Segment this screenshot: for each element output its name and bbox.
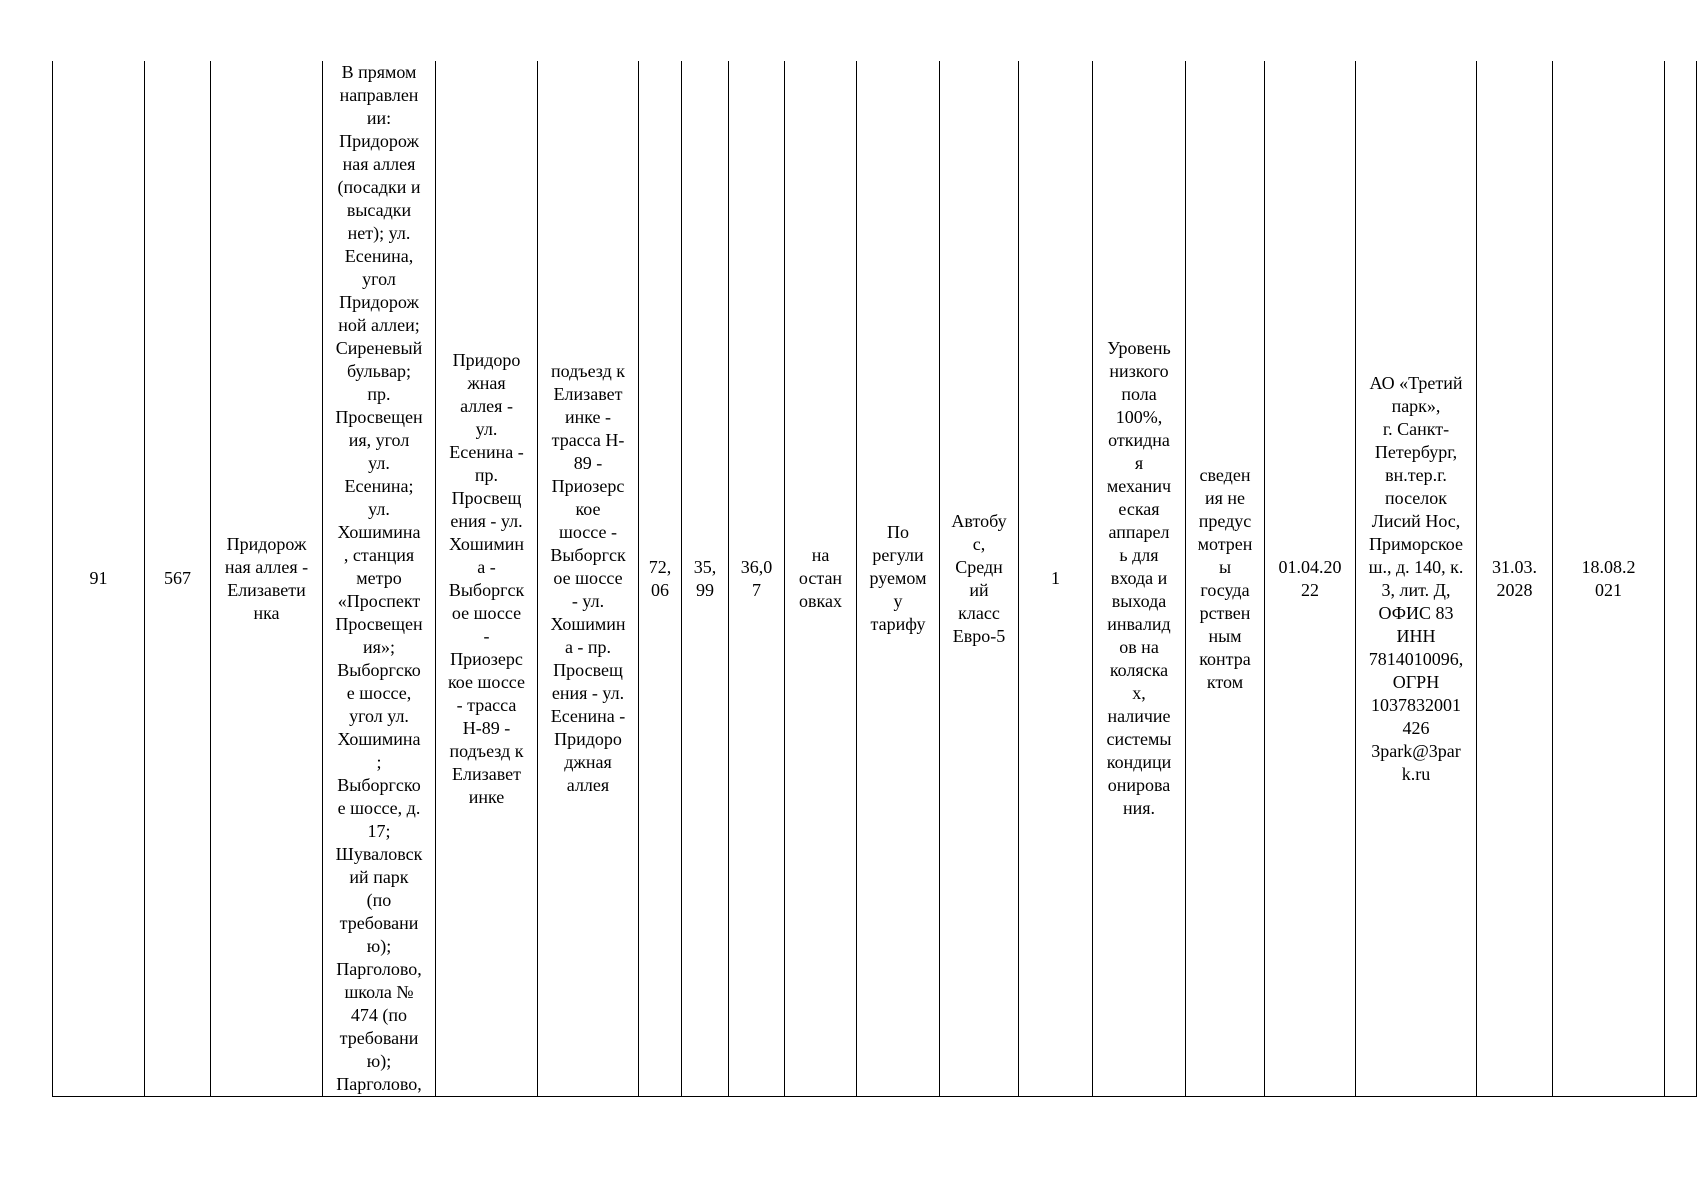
cell-text-line: Придоро [554,729,622,749]
cell-text-line: подъезд к [449,740,524,761]
cell-text-line: (по [366,890,392,910]
cell-text-line: ь для [1119,545,1159,565]
cell-text-line: наличие [1107,706,1171,726]
cell-text-line: 22 [1301,579,1319,600]
cell-text-line: ул. [368,499,390,519]
cell-text-line: еская [1118,499,1160,519]
cell-text-line: рствен [1199,602,1251,623]
cell-text-line: Выборгско [337,775,421,795]
cell-text-line: Просвещен [335,407,423,427]
cell-text-line: пр. [367,384,391,404]
cell-text-line: 3park@3par [1371,740,1461,761]
cell-text-line: предус [1198,510,1252,531]
cell-text-line: ным [1208,625,1242,646]
cell-text-line: класс [958,602,1000,623]
cell-text-line: жная [467,372,506,393]
vehicle-count-cell: 1 [1019,61,1093,1097]
cell-text-line: Приозерс [551,476,625,496]
route-registry-table [52,61,1697,1097]
cell-text-line: школа № [344,982,414,1002]
cell-text-line: ия, угол [348,430,410,450]
route-name-cell [211,61,323,1097]
length-backward-cell [682,61,729,1097]
cell-text-line: Парголово, [336,959,422,979]
cell-text-line: Н-89 - [462,717,511,738]
cell-text-line: Уровень [1107,338,1171,358]
cell-text-line: ов на [1119,637,1159,657]
cell-text-line: 426 [1402,717,1430,738]
length-avg-cell [729,61,785,1097]
cell-text-line: ной аллеи; [338,315,420,335]
cell-text-line: Выборгск [448,579,525,600]
cell-text-line: Просвещен [335,614,423,634]
cell-text-line: а - пр. [564,637,612,657]
cell-text-line: Шуваловск [335,844,423,864]
cell-text-line: ОФИС 83 [1378,602,1454,623]
cell-text-line: Выборгско [337,660,421,680]
cell-text-line: с, [972,533,986,554]
cell-text-line: 89 - [573,453,603,473]
cell-text-line: парк», [1391,395,1441,416]
cell-text-line: нка [253,602,280,623]
cell-text-line: овках [799,591,842,611]
cell-text-line: 01.04.20 [1278,556,1342,577]
cell-text-line: Хошимин [448,533,524,554]
features-cell [1093,61,1186,1097]
cell-text-line: ОГРН [1392,671,1440,692]
cell-text-line: ш., д. 140, к. [1368,556,1464,577]
cell-text-line: коляска [1109,660,1169,680]
cell-text-line: ю); [366,1051,392,1071]
cell-text-line: (посадки и [337,177,421,197]
cell-text-line: е шоссе, д. [337,798,421,818]
cell-text-line: Приморское [1368,533,1464,554]
cell-text-line: бульвар; [346,361,412,381]
cell-text-line: 2028 [1496,579,1533,600]
cell-text-line: на [811,545,830,565]
route-number-cell: 567 [145,61,211,1097]
cell-text-line: Есенина - [550,706,626,726]
cell-text-line: 1037832001 [1371,694,1461,715]
cell-text-line: нет); ул. [347,223,411,243]
cell-text-line: шоссе - [559,522,617,542]
cell-text-line: АО «Третий [1369,372,1463,393]
vehicle-cell [940,61,1019,1097]
cell-text-line: Придоро [452,349,521,370]
cell-text-line: Лисий Нос, [1371,510,1461,531]
cell-text-line: кое [575,499,601,519]
cell-text-line: 7 [752,579,761,600]
start-date-cell [1265,61,1356,1097]
cell-text-line: механич [1106,476,1172,496]
cell-text-line: Евро-5 [952,625,1006,646]
cell-text-line: кондици [1106,752,1172,772]
cell-text-line: - ул. [571,591,605,611]
cell-text-line: выхода [1111,591,1167,611]
cell-text-line: ИНН [1396,625,1436,646]
cell-text-line: ий парк [349,867,409,887]
cell-text-line: аллея [566,775,610,795]
cell-text-line: регули [872,545,924,565]
cell-text-line: е шоссе, [346,683,412,703]
cell-text-line: а - [477,556,496,577]
streets-forward-cell [436,61,538,1097]
cell-text-line: ии: [366,108,392,128]
tariff-cell [857,61,940,1097]
cell-text-line: ул. [368,453,390,473]
cell-text-line: остан [798,568,843,588]
cell-text-line: руемом [869,568,927,588]
cell-text-line: госуда [1200,579,1250,600]
cell-text-line: я [1134,453,1144,473]
cell-text-line: метро [356,568,402,588]
cell-text-line: ул. [475,418,498,439]
cell-text-line: контра [1199,648,1251,669]
table-row [53,61,1697,1097]
cell-text-line: ения - ул. [551,683,625,703]
cell-text-line: 17; [367,821,391,841]
decision-date-cell [1553,61,1665,1097]
cell-text-line: угол [362,269,396,289]
cell-text-line: Средн [955,556,1003,577]
cell-text-line: Автобу [951,510,1007,531]
cell-text-line: Хошимина [337,729,421,749]
cell-text-line: ; [376,752,382,772]
cell-text-line: Парголово, [336,1074,422,1094]
cell-text-line: аллея - [460,395,513,416]
empty-cell [1665,61,1697,1097]
cell-text-line: Придорож [339,131,419,151]
cell-text-line: Елизавет [452,763,521,784]
cell-text-line: 7814010096, [1368,648,1464,669]
cell-text-line: По [887,522,909,542]
cell-text-line: Просвещ [553,660,623,680]
cell-text-line: Елизавети [227,579,306,600]
cell-text-line: ое шоссе [553,568,623,588]
cell-text-line: 35, [693,556,717,577]
cell-text-line: 31.03. [1492,556,1537,577]
cell-text-line: Хошимин [550,614,626,634]
cell-text-line: ы [1218,556,1232,577]
cell-text-line: Хошимина [337,522,421,542]
cell-text-line: 021 [1595,579,1622,600]
cell-text-line: Выборгск [550,545,626,565]
cell-text-line: требовани [339,1028,419,1048]
cell-text-line: ое шоссе [451,602,522,623]
cell-text-line: пр. [474,464,499,485]
cell-text-line: онирова [1107,775,1171,795]
cell-text-line: джная [564,752,612,772]
cell-text-line: инвалид [1107,614,1171,634]
cell-text-line: - [483,625,490,646]
cell-text-line: кое шоссе [447,671,526,692]
cell-text-line: Придорож [339,292,419,312]
cell-text-line: 72, [648,556,672,577]
cell-text-line: k.ru [1401,763,1431,784]
cell-text-line: инке [468,786,505,807]
row-number-cell: 91 [53,61,145,1097]
cell-text-line: Петербург, [1374,441,1458,462]
length-forward-cell [639,61,682,1097]
cell-text-line: , станция [343,545,415,565]
cell-text-line: ия»; [363,637,395,657]
cell-text-line: Приозерс [450,648,523,669]
end-date-cell [1477,61,1553,1097]
cell-text-line: сведен [1199,464,1251,485]
cell-text-line: ктом [1206,671,1244,692]
cell-text-line: ения - ул. [450,510,523,531]
cell-text-line: 06 [651,579,669,600]
cell-text-line: направлен [339,85,419,105]
cell-text-line: - трасса [456,694,517,715]
cell-text-line: 36,0 [740,556,773,577]
cell-text-line: 99 [696,579,714,600]
cell-text-line: пола [1121,384,1157,404]
cell-text-line: входа и [1110,568,1168,588]
stops-cell [323,61,436,1097]
cell-text-line: Елизавет [553,384,623,404]
cell-text-line: Сиреневый [335,338,423,358]
cell-text-line: ная аллея - [224,556,309,577]
cell-text-line: трасса Н- [551,430,625,450]
cell-text-line: откидна [1108,430,1170,450]
cell-text-line: 3, лит. Д, [1381,579,1451,600]
contract-cell [1186,61,1265,1097]
cell-text-line: ю); [366,936,392,956]
cell-text-line: г. Санкт- [1382,418,1450,439]
cell-text-line: ия не [1204,487,1246,508]
cell-text-line: подъезд к [551,361,625,381]
cell-text-line: Есенина, [344,246,414,266]
cell-text-line: «Проспект [337,591,421,611]
cell-text-line: у [893,591,903,611]
cell-text-line: Есенина; [344,476,414,496]
cell-text-line: 100%, [1115,407,1163,427]
cell-text-line: В прямом [341,62,417,82]
cell-text-line: поселок [1384,487,1447,508]
cell-text-line: мотрен [1197,533,1253,554]
cell-text-line: Придорож [226,533,307,554]
cell-text-line: инке - [564,407,612,427]
cell-text-line: 474 (по [350,1005,408,1025]
stop-order-cell [785,61,857,1097]
cell-text-line: Просвещ [451,487,522,508]
carrier-cell [1356,61,1477,1097]
cell-text-line: 18.08.2 [1581,556,1636,577]
cell-text-line: ная аллея [342,154,416,174]
streets-backward-cell [538,61,639,1097]
cell-text-line: высадки [346,200,412,220]
cell-text-line: Есенина - [449,441,524,462]
cell-text-line: угол ул. [349,706,409,726]
cell-text-line: х, [1132,683,1146,703]
cell-text-line: ий [969,579,989,600]
cell-text-line: ния. [1122,798,1156,818]
cell-text-line: тарифу [870,614,926,634]
cell-text-line: вн.тер.г. [1385,464,1447,485]
cell-text-line: требовани [339,913,419,933]
cell-text-line: системы [1106,729,1172,749]
cell-text-line: аппарел [1108,522,1170,542]
cell-text-line: низкого [1109,361,1169,381]
